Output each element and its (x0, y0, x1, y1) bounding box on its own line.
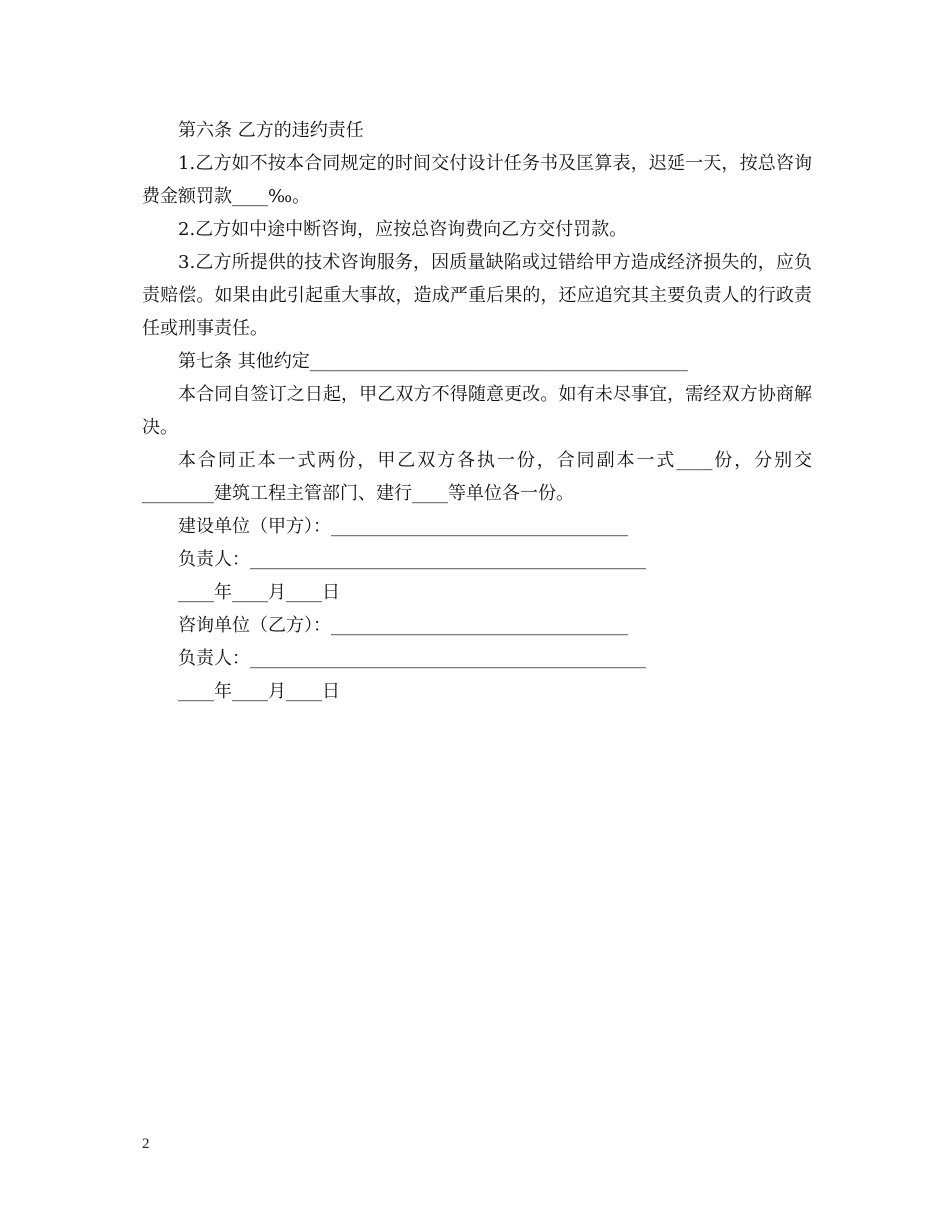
consulting-responsible-person-line: 负责人：____________________________________________ (178, 648, 646, 669)
contract-copies-paragraph: 本合同正本一式两份，甲乙双方各执一份，合同副本一式____份，分别交________建筑工程主管部门、建行____等单位各一份。 (142, 450, 812, 504)
consulting-date-line: ____年____月____日 (178, 681, 340, 702)
construction-responsible-person-line: 负责人：____________________________________________ (178, 549, 646, 570)
article-six-clause-2: 2.乙方如中途中断咨询，应按总咨询费向乙方交付罚款。 (178, 219, 628, 240)
construction-date-line: ____年____月____日 (178, 582, 340, 603)
page-number: 2 (142, 1136, 150, 1152)
document-body (142, 114, 812, 708)
contract-modification-paragraph: 本合同自签订之日起，甲乙双方不得随意更改。如有未尽事宜，需经双方协商解决。 (142, 384, 812, 438)
article-seven-heading: 第七条 其他约定__________________________________________ (178, 351, 688, 372)
article-six-clause-1: 1.乙方如不按本合同规定的时间交付设计任务书及匡算表，迟延一天，按总咨询费金额罚款____‰。 (142, 153, 812, 207)
article-six-clause-3: 3.乙方所提供的技术咨询服务，因质量缺陷或过错给甲方造成经济损失的，应负责赔偿。如果由此引起重大事故，造成严重后果的，还应追究其主要负责人的行政责任或刑事责任。 (142, 252, 812, 339)
article-six-heading: 第六条 乙方的违约责任 (178, 120, 364, 141)
construction-unit-line: 建设单位（甲方）：_________________________________ (178, 516, 628, 537)
consulting-unit-line: 咨询单位（乙方）：_________________________________ (178, 615, 628, 636)
